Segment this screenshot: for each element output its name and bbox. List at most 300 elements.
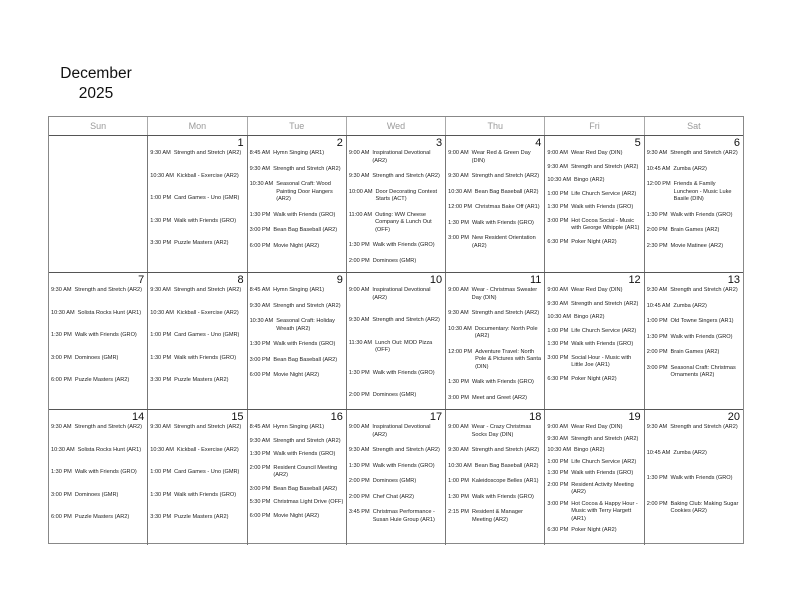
- event-name: Documentary: North Pole (AR2): [474, 325, 538, 339]
- event-time: 6:00 PM: [249, 372, 271, 378]
- event-name: Wear Red Day (DIN): [570, 424, 623, 430]
- event-item: [547, 218, 641, 233]
- day-cell: [545, 410, 644, 545]
- event-item: [547, 287, 641, 295]
- event-name: Walk with Friends (GRO): [670, 333, 733, 340]
- event-time: 10:30 AM: [51, 446, 75, 453]
- event-time: 10:30 AM: [547, 447, 572, 453]
- event-name: Movie Night (AR2): [273, 512, 320, 519]
- event-item: [349, 424, 443, 439]
- event-item: [448, 509, 542, 524]
- event-item: [647, 424, 741, 432]
- day-number: [51, 137, 145, 149]
- event-name: Resident Council Meeting (AR2): [273, 464, 338, 478]
- event-name: Walk with Friends (GRO): [273, 451, 336, 457]
- event-time: 9:00 AM: [348, 287, 370, 293]
- event-time: 9:30 AM: [646, 150, 668, 156]
- event-item: [51, 377, 145, 385]
- event-time: 9:30 AM: [51, 287, 72, 293]
- event-time: 6:30 PM: [547, 375, 569, 382]
- event-time: 9:00 AM: [448, 287, 469, 293]
- event-item: [547, 314, 641, 322]
- event-time: 11:30 AM: [348, 339, 373, 346]
- event-time: 2:00 PM: [646, 349, 668, 355]
- weekday-sun: Sun: [49, 117, 148, 135]
- event-item: [647, 150, 741, 158]
- event-name: Meet and Greet (AR2): [471, 394, 527, 401]
- event-item: [150, 240, 244, 248]
- event-name: Walk with Friends (GRO): [273, 211, 336, 218]
- event-name: Christmas Bake Off (AR1): [475, 204, 540, 210]
- event-name: Seasonal Craft: Holiday Wreath (AR2): [276, 318, 335, 332]
- event-time: 9:00 AM: [547, 150, 568, 156]
- event-time: 9:30 AM: [249, 302, 271, 309]
- event-name: Wear - Christmas Sweater Day (DIN): [471, 287, 538, 301]
- weekday-mon: Mon: [148, 117, 247, 135]
- event-item: [150, 492, 244, 500]
- event-name: Hymn Singing (AR1): [273, 424, 325, 430]
- event-time: 10:30 AM: [150, 446, 174, 453]
- event-item: [51, 447, 145, 455]
- event-name: Bean Bag Baseball (AR2): [273, 356, 338, 363]
- day-number: 20: [727, 411, 740, 423]
- day-cell: [645, 410, 743, 545]
- event-time: 10:30 AM: [448, 462, 472, 469]
- event-name: Dominoes (GMR): [74, 354, 119, 361]
- event-item: [448, 478, 542, 486]
- event-time: 1:00 PM: [150, 332, 172, 338]
- event-item: [647, 334, 741, 342]
- event-time: 2:00 PM: [348, 392, 370, 398]
- event-time: 3:00 PM: [249, 485, 271, 492]
- event-item: [547, 436, 641, 444]
- event-item: [448, 463, 542, 471]
- event-item: [547, 150, 641, 158]
- event-name: Strength and Stretch (AR2): [372, 173, 440, 179]
- day-cell: [49, 273, 148, 409]
- event-name: Adventure Travel: North Pole & Pictures with Santa (DIN): [475, 348, 541, 370]
- event-name: Wear Red Day (DIN): [570, 287, 623, 293]
- event-time: 10:30 AM: [51, 309, 75, 316]
- event-item: [150, 424, 244, 432]
- event-name: Card Games - Uno (GMR): [174, 469, 240, 475]
- event-name: Zumba (AR2): [673, 165, 707, 172]
- event-time: 1:30 PM: [150, 354, 172, 361]
- event-item: [150, 514, 244, 522]
- event-item: [250, 287, 344, 295]
- day-number: 13: [727, 274, 740, 286]
- event-item: [150, 218, 244, 226]
- weekday-wed: Wed: [347, 117, 446, 135]
- event-name: Strength and Stretch (AR2): [670, 424, 738, 430]
- event-time: 1:30 PM: [348, 462, 370, 469]
- event-item: [448, 189, 542, 197]
- week-row: [49, 136, 743, 273]
- event-time: 6:00 PM: [51, 377, 72, 383]
- event-time: 2:00 PM: [348, 478, 370, 484]
- day-cell: [446, 136, 545, 272]
- day-number: 1: [237, 137, 244, 149]
- event-name: Kickball - Exercise (AR2): [176, 172, 239, 179]
- event-time: 1:00 PM: [150, 469, 172, 475]
- event-item: [547, 191, 641, 199]
- event-time: 12:00 PM: [448, 204, 473, 210]
- event-time: 3:30 PM: [150, 514, 172, 520]
- event-name: Lunch Out: MOD Pizza (OFF): [375, 339, 433, 353]
- event-time: 10:45 AM: [646, 449, 671, 456]
- event-item: [250, 513, 344, 521]
- weekday-header: [49, 117, 743, 136]
- event-time: 3:00 PM: [547, 500, 569, 507]
- event-item: [51, 332, 145, 340]
- day-number: 7: [138, 274, 145, 286]
- day-cell: [148, 273, 247, 409]
- event-name: Life Church Service (AR2): [571, 327, 637, 334]
- event-item: [547, 376, 641, 384]
- event-item: [250, 227, 344, 235]
- event-item: [448, 494, 542, 502]
- event-time: 8:45 AM: [249, 287, 271, 293]
- event-time: 3:30 PM: [150, 240, 172, 246]
- event-item: [51, 492, 145, 500]
- event-item: [647, 303, 741, 311]
- event-name: Inspirational Devotional (AR2): [372, 150, 431, 164]
- event-time: 2:00 PM: [348, 257, 370, 264]
- event-name: Card Games - Uno (GMR): [174, 332, 240, 338]
- event-time: 10:30 AM: [150, 309, 174, 316]
- day-cell: [545, 136, 644, 272]
- event-time: 1:30 PM: [448, 493, 469, 500]
- event-item: [150, 332, 244, 340]
- event-name: Kickball - Exercise (AR2): [176, 446, 239, 453]
- event-item: [150, 447, 244, 455]
- event-name: Dominoes (GMR): [372, 478, 417, 484]
- event-item: [51, 469, 145, 477]
- event-name: Bean Bag Baseball (AR2): [273, 227, 338, 233]
- event-name: Hot Cocoa & Happy Hour - Music with Terry Hargett (AR1): [571, 500, 638, 522]
- event-time: 12:00 PM: [646, 181, 671, 187]
- event-item: [448, 287, 542, 302]
- event-item: [647, 227, 741, 235]
- event-name: Poker Night (AR2): [571, 238, 617, 245]
- calendar-weeks: [49, 136, 743, 545]
- event-item: [250, 357, 344, 365]
- event-name: Walk with Friends (GRO): [670, 475, 733, 481]
- event-item: [150, 355, 244, 363]
- event-time: 9:30 AM: [249, 437, 271, 444]
- event-item: [547, 355, 641, 370]
- event-name: Walk with Friends (GRO): [74, 469, 137, 475]
- event-name: Strength and Stretch (AR2): [273, 302, 341, 309]
- event-time: 9:30 AM: [448, 310, 469, 316]
- event-item: [547, 177, 641, 185]
- event-time: 1:00 PM: [646, 318, 668, 324]
- event-name: Dominoes (GMR): [372, 257, 417, 264]
- event-name: Hymn Singing (AR1): [273, 287, 325, 293]
- event-item: [150, 195, 244, 203]
- event-item: [250, 465, 344, 480]
- event-item: [547, 482, 641, 497]
- event-time: 2:00 PM: [249, 464, 271, 471]
- event-name: Walk with Friends (GRO): [273, 341, 336, 347]
- event-item: [647, 450, 741, 458]
- event-item: [647, 243, 741, 251]
- event-item: [349, 150, 443, 165]
- event-name: Resident & Manager Meeting (AR2): [471, 509, 523, 523]
- event-item: [250, 499, 344, 507]
- event-name: Strength and Stretch (AR2): [74, 424, 143, 430]
- event-item: [448, 310, 542, 318]
- event-item: [51, 287, 145, 295]
- event-name: Life Church Service (AR2): [571, 190, 637, 197]
- day-cell: [347, 273, 446, 409]
- event-time: 3:00 PM: [51, 354, 72, 361]
- event-time: 1:30 PM: [249, 451, 271, 457]
- day-cell: [446, 273, 545, 409]
- event-name: Strength and Stretch (AR2): [670, 150, 738, 156]
- event-item: [647, 501, 741, 516]
- event-time: 6:30 PM: [547, 527, 569, 533]
- event-item: [349, 447, 443, 455]
- event-name: Walk with Friends (GRO): [74, 332, 137, 338]
- event-name: Bean Bag Baseball (AR2): [273, 485, 338, 492]
- event-time: 9:30 AM: [348, 317, 370, 323]
- event-item: [647, 287, 741, 295]
- event-item: [51, 424, 145, 432]
- event-name: Walk with Friends (GRO): [372, 242, 435, 248]
- event-name: Christmas Performance - Susan Huie Group (AR1): [372, 509, 435, 523]
- event-name: Social Hour - Music with Little Joe (AR1): [571, 354, 632, 368]
- event-name: Movie Night (AR2): [273, 242, 320, 249]
- event-time: 9:30 AM: [547, 300, 568, 307]
- event-item: [250, 372, 344, 380]
- event-time: 10:30 AM: [547, 177, 572, 183]
- event-time: 9:00 AM: [348, 150, 370, 156]
- event-name: Strength and Stretch (AR2): [471, 310, 540, 316]
- event-item: [547, 328, 641, 336]
- event-name: Walk with Friends (GRO): [372, 462, 435, 469]
- day-cell: [148, 136, 247, 272]
- event-name: Bingo (AR2): [574, 177, 605, 183]
- event-time: 10:30 AM: [547, 314, 572, 320]
- day-cell: [545, 273, 644, 409]
- event-item: [250, 303, 344, 311]
- event-time: 10:30 AM: [448, 325, 472, 332]
- event-item: [250, 451, 344, 459]
- event-name: Walk with Friends (GRO): [471, 379, 534, 385]
- event-name: Walk with Friends (GRO): [670, 211, 733, 218]
- day-cell: [248, 136, 347, 272]
- event-time: 1:30 PM: [249, 211, 271, 218]
- event-item: [349, 340, 443, 355]
- day-cell: [49, 136, 148, 272]
- event-time: 3:45 PM: [348, 509, 370, 515]
- event-item: [547, 239, 641, 247]
- event-name: Strength and Stretch (AR2): [173, 287, 242, 293]
- event-name: Wear Red & Green Day (DIN): [471, 150, 531, 164]
- event-item: [547, 459, 641, 467]
- event-time: 1:30 PM: [547, 341, 569, 347]
- event-item: [150, 377, 244, 385]
- day-number: 3: [436, 137, 443, 149]
- day-cell: [248, 410, 347, 545]
- event-time: 9:30 AM: [150, 150, 171, 156]
- event-name: Walk with Friends (GRO): [571, 204, 634, 210]
- day-number: 10: [429, 274, 443, 286]
- event-item: [150, 287, 244, 295]
- event-name: Strength and Stretch (AR2): [670, 287, 738, 293]
- event-time: 6:00 PM: [249, 242, 271, 249]
- event-name: Walk with Friends (GRO): [571, 341, 634, 347]
- event-time: 9:30 AM: [646, 424, 668, 430]
- day-number: 19: [628, 411, 641, 423]
- event-time: 1:00 PM: [547, 190, 569, 197]
- event-time: 10:30 AM: [448, 188, 472, 195]
- event-item: [547, 527, 641, 535]
- event-time: 6:30 PM: [547, 238, 569, 245]
- event-name: Walk with Friends (GRO): [571, 470, 634, 476]
- event-time: 3:00 PM: [51, 491, 72, 498]
- event-name: Brain Games (AR2): [670, 227, 720, 233]
- event-name: Kickball - Exercise (AR2): [176, 309, 239, 316]
- event-time: 9:30 AM: [150, 287, 171, 293]
- event-item: [349, 189, 443, 204]
- event-item: [349, 370, 443, 378]
- event-time: 9:00 AM: [448, 424, 469, 430]
- event-item: [448, 150, 542, 165]
- event-time: 3:00 PM: [547, 354, 569, 361]
- event-name: Poker Night (AR2): [571, 375, 617, 382]
- event-item: [647, 365, 741, 380]
- event-name: Walk with Friends (GRO): [174, 354, 237, 361]
- day-number: 16: [330, 411, 343, 423]
- event-time: 1:00 PM: [150, 195, 172, 201]
- event-time: 10:30 AM: [249, 181, 274, 187]
- event-name: Movie Matinee (AR2): [670, 242, 724, 249]
- day-number: 9: [336, 274, 343, 286]
- event-item: [547, 447, 641, 455]
- event-time: 9:00 AM: [547, 287, 568, 293]
- day-number: 12: [628, 274, 641, 286]
- event-item: [448, 326, 542, 341]
- weekday-fri: Fri: [545, 117, 644, 135]
- event-name: Solista Rocks Hunt (AR1): [77, 309, 142, 316]
- event-time: 9:30 AM: [51, 424, 72, 430]
- event-item: [51, 310, 145, 318]
- event-time: 1:30 PM: [646, 475, 668, 481]
- day-cell: [49, 410, 148, 545]
- event-item: [250, 341, 344, 349]
- event-item: [647, 166, 741, 174]
- event-time: 6:00 PM: [51, 514, 72, 520]
- day-cell: [347, 136, 446, 272]
- event-time: 3:00 PM: [646, 364, 668, 371]
- week-row: [49, 410, 743, 545]
- calendar-title: [48, 64, 144, 104]
- event-time: 3:00 PM: [249, 356, 271, 363]
- event-name: Zumba (AR2): [673, 302, 707, 309]
- event-name: Strength and Stretch (AR2): [570, 163, 639, 170]
- event-name: Bean Bag Baseball (AR2): [474, 188, 539, 195]
- event-time: 2:00 PM: [547, 481, 569, 488]
- event-name: Wear - Crazy Christmas Socks Day (DIN): [471, 424, 532, 438]
- event-time: 2:30 PM: [646, 242, 668, 249]
- event-name: Poker Night (AR2): [571, 527, 617, 533]
- event-time: 1:30 PM: [646, 333, 668, 340]
- event-name: Walk with Friends (GRO): [471, 219, 534, 226]
- event-name: New Resident Orientation (AR2): [471, 235, 536, 249]
- event-time: 11:00 AM: [348, 211, 373, 218]
- weekday-tue: Tue: [248, 117, 347, 135]
- event-item: [448, 204, 542, 212]
- event-time: 1:30 PM: [51, 469, 72, 475]
- event-item: [448, 235, 542, 250]
- event-time: 2:15 PM: [448, 509, 469, 515]
- event-name: Dominoes (GMR): [74, 491, 119, 498]
- event-name: Puzzle Masters (AR2): [174, 240, 229, 246]
- event-time: 9:30 AM: [448, 447, 469, 453]
- event-item: [349, 242, 443, 250]
- event-name: Zumba (AR2): [673, 449, 707, 456]
- event-item: [448, 379, 542, 387]
- event-item: [547, 301, 641, 309]
- event-item: [349, 494, 443, 502]
- event-time: 9:30 AM: [547, 163, 568, 170]
- event-time: 9:30 AM: [150, 424, 171, 430]
- event-item: [150, 469, 244, 477]
- day-number: 5: [634, 137, 641, 149]
- event-item: [51, 355, 145, 363]
- year-label: 2025: [78, 85, 114, 102]
- event-time: 1:30 PM: [348, 242, 370, 248]
- event-time: 3:00 PM: [448, 235, 469, 241]
- event-time: 1:30 PM: [150, 217, 172, 224]
- event-name: Strength and Stretch (AR2): [74, 287, 143, 293]
- event-name: Seasonal Craft: Wood Painting Door Hangers (AR2): [276, 181, 333, 202]
- event-item: [349, 478, 443, 486]
- event-time: 2:00 PM: [348, 493, 370, 500]
- event-time: 1:00 PM: [448, 478, 469, 484]
- event-item: [547, 341, 641, 349]
- event-item: [349, 509, 443, 524]
- event-time: 9:30 AM: [646, 287, 668, 293]
- event-name: Walk with Friends (GRO): [174, 491, 237, 498]
- event-name: Inspirational Devotional (AR2): [372, 424, 431, 438]
- event-name: Seasonal Craft: Christmas Ornaments (AR2): [670, 364, 736, 378]
- event-name: Bingo (AR2): [574, 447, 605, 453]
- event-time: 1:30 PM: [547, 470, 569, 476]
- event-item: [448, 173, 542, 181]
- event-item: [547, 204, 641, 212]
- day-number: 17: [429, 411, 443, 423]
- event-item: [547, 424, 641, 432]
- event-name: Friends & Family Luncheon - Music Luke Basile (DIN): [673, 181, 732, 202]
- event-item: [448, 395, 542, 403]
- event-name: Life Church Service (AR2): [571, 458, 637, 465]
- event-name: Chef Chat (AR2): [372, 493, 415, 500]
- event-name: Walk with Friends (GRO): [174, 217, 237, 224]
- day-number: 18: [529, 411, 542, 423]
- event-item: [349, 212, 443, 235]
- event-time: 1:30 PM: [448, 219, 469, 226]
- event-item: [647, 212, 741, 220]
- day-number: 14: [132, 411, 145, 423]
- day-number: 8: [237, 274, 244, 286]
- event-item: [349, 463, 443, 471]
- event-name: Walk with Friends (GRO): [471, 493, 534, 500]
- weekday-sat: Sat: [687, 121, 701, 131]
- event-name: Strength and Stretch (AR2): [372, 447, 440, 453]
